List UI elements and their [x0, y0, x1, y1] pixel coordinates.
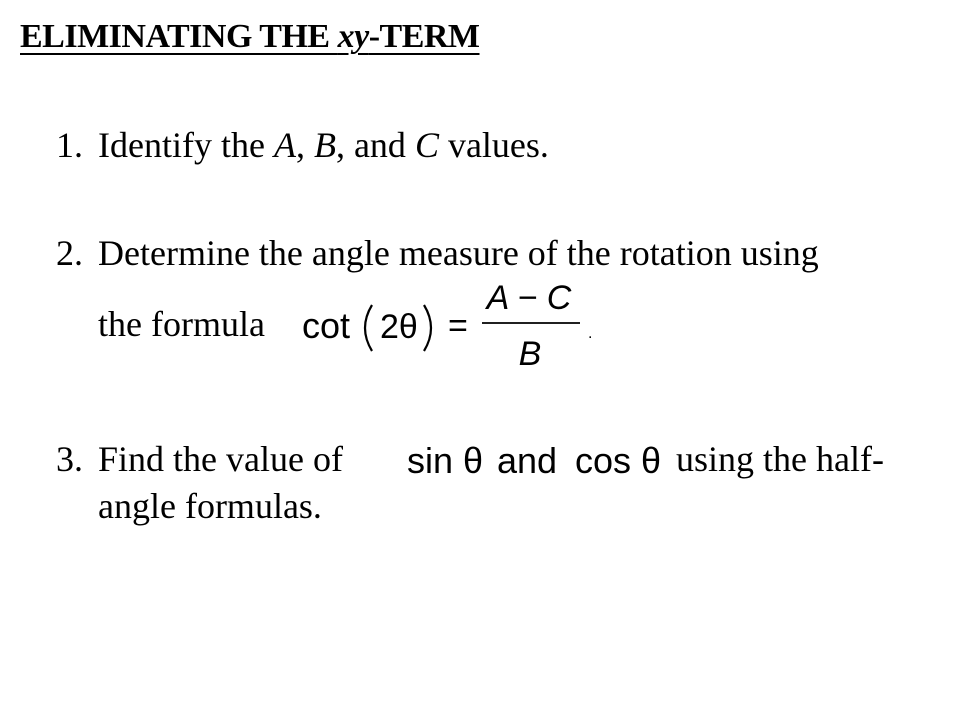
- step-2-number: 2.: [56, 233, 83, 273]
- title-variable: xy: [337, 18, 369, 55]
- cos-theta: cos θ: [575, 440, 662, 481]
- step-2-line-2: the formula: [98, 304, 265, 344]
- formula-graphic: [292, 275, 612, 375]
- step-1-number: 1.: [56, 125, 83, 165]
- formula-left-paren: [365, 305, 372, 351]
- formula-right-paren: [424, 305, 431, 351]
- formula-argument: 2θ: [380, 308, 418, 346]
- sin-theta: sin θ: [407, 440, 484, 481]
- title-prefix: ELIMINATING THE: [20, 18, 338, 55]
- step-1-and: , and: [335, 125, 415, 165]
- var-b: B: [313, 125, 336, 165]
- formula-cot: cot: [302, 305, 351, 346]
- title-suffix: -TERM: [368, 18, 480, 55]
- page-title: [20, 18, 480, 56]
- step-1-text-b: values.: [438, 125, 549, 165]
- formula-denominator: B: [518, 335, 542, 373]
- step-1-text-a: Identify the: [98, 125, 274, 165]
- and-word: and: [497, 440, 558, 481]
- step-2-line-1: Determine the angle measure of the rotation using: [98, 233, 819, 273]
- step-3-tail: using the half-: [676, 439, 884, 479]
- formula-equals: =: [448, 307, 468, 345]
- var-c: C: [414, 125, 439, 165]
- step-1-text: [98, 124, 549, 167]
- step-3-lead: Find the value of: [98, 439, 343, 479]
- var-a: A: [273, 125, 296, 165]
- rotation-formula: [292, 275, 612, 375]
- step-1-comma: ,: [295, 125, 314, 165]
- formula-numerator: A − C: [486, 279, 572, 317]
- step-3-line-2: angle formulas.: [98, 486, 322, 526]
- formula-period: .: [588, 325, 593, 342]
- step-3-number: 3.: [56, 439, 83, 479]
